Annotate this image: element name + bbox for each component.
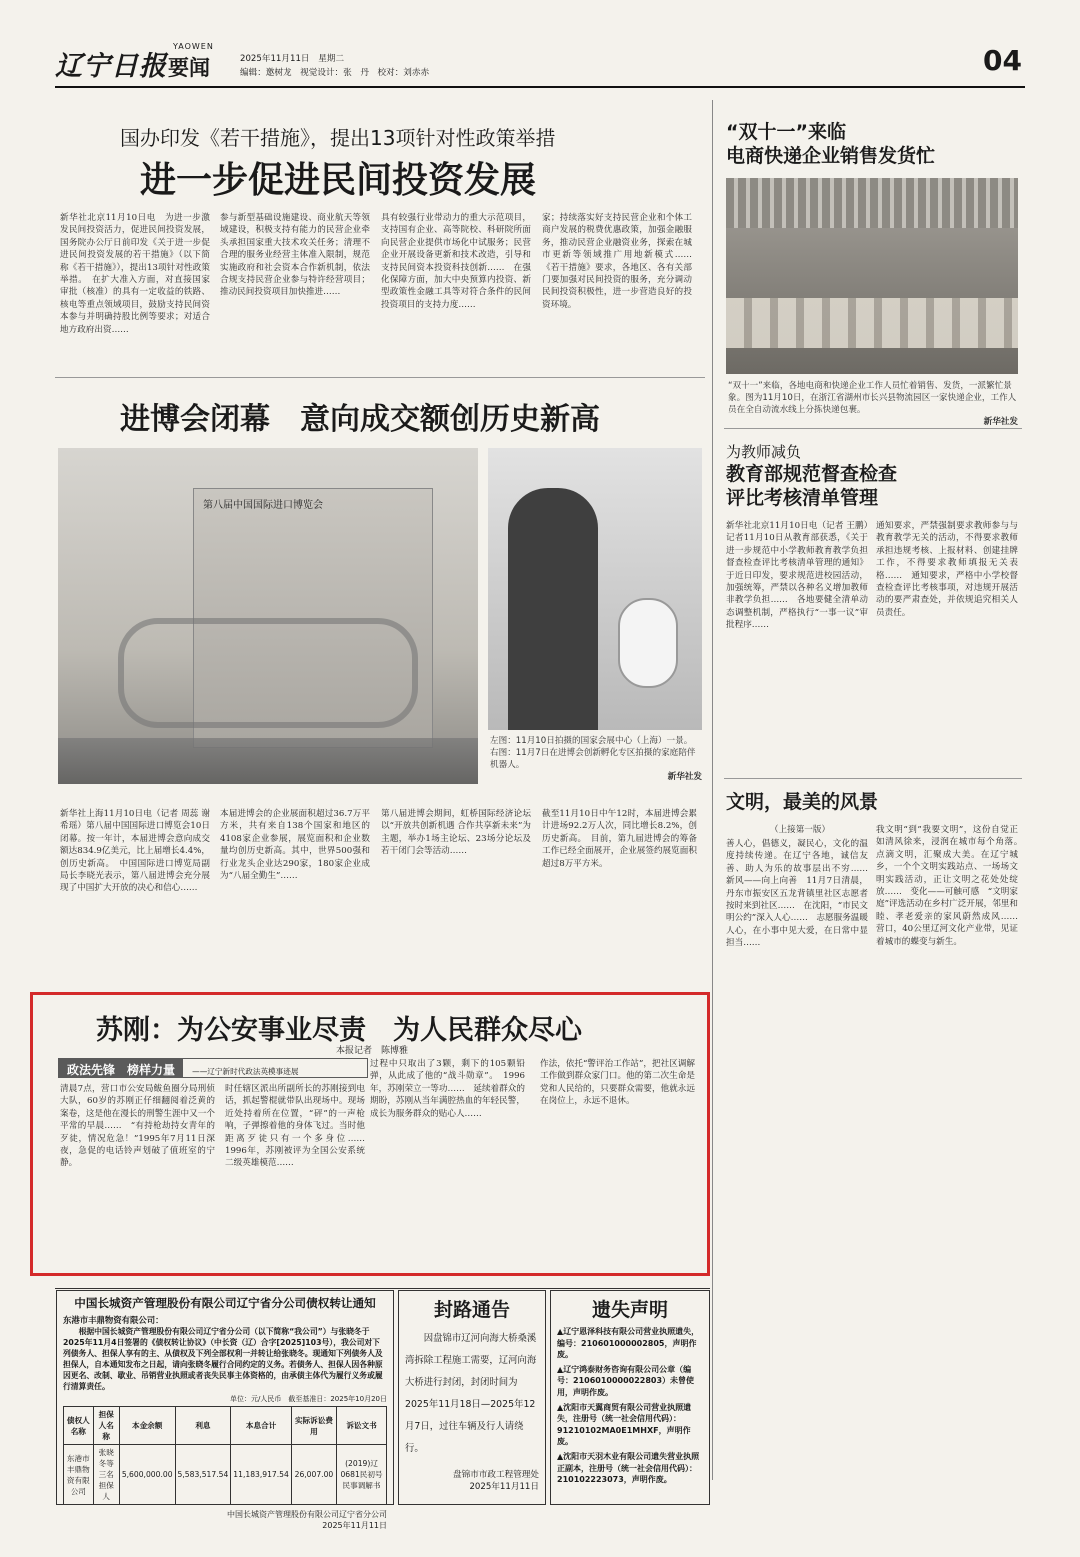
feature-headline: 苏刚：为公安事业尽责 为人民群众尽心 (96, 1015, 582, 1046)
ciie-photo-venue (58, 448, 478, 784)
debt-notice-title: 中国长城资产管理股份有限公司辽宁省分公司债权转让通知 (74, 1296, 376, 1310)
table-cell: 5,600,000.00 (119, 1445, 175, 1505)
feature-col-3: 过程中只取出了3颗，剩下的105颗铅弹，从此成了他的“战斗勋章”。 1996年，苏刚荣立一等功…… 延续着群众的期盼，苏刚从当年满腔热血的年轻民警，成长为服务群众的贴心人…… (370, 1059, 525, 1119)
road-notice-title: 封路通告 (433, 1299, 510, 1321)
civility-continued: （上接第一版） (769, 825, 831, 835)
column-tag-label: 政法先锋 榜样力量 (59, 1059, 183, 1077)
ciie-caption-right: 右图：11月7日在进博会创新孵化专区拍摄的家庭陪伴机器人。 (490, 748, 696, 770)
feature-col-1: 清晨7点，营口市公安局鲅鱼圈分局刑侦大队，60岁的苏刚正仔细翻阅着泛黄的案卷，这是他在漫长的刑警生涯中又一个平常的早晨…… “有持枪劫持女青年的歹徒，情况危急！”1995年7月11日深夜，急促的电话铃声划破了值班室的宁静。 (60, 1084, 215, 1169)
table-header-cell: 实际诉讼费用 (291, 1407, 336, 1445)
road-notice-signature: 盘锦市市政工程管理处 (453, 1470, 539, 1480)
table-header-cell: 利息 (175, 1407, 231, 1445)
warehouse-roof (726, 178, 1018, 228)
table-header-cell: 本金余额 (119, 1407, 175, 1445)
section-label: 要闻 (168, 56, 210, 80)
table-header-cell: 诉讼文书 (337, 1407, 387, 1445)
civility-col-1: 善人心，倡德义，凝民心，文化的温度持续传递。在辽宁各地，诚信友善、助人为乐的故事层出不穷…… 新风——向上向善 11月7日清晨，丹东市振安区五龙背镇里社区志愿者按时来到社区…… 在沈阳，“市民文明公约”深入人心…… 志愿服务温暖人心，在小事中见大爱，在日常中显担当…… (726, 839, 877, 949)
section-rule-1 (55, 377, 705, 378)
feature-column-tag (58, 1058, 368, 1078)
ciie-headline: 进博会闭幕 意向成交额创历史新高 (120, 402, 600, 437)
table-cell: (2019)辽0681民初号民事调解书 (337, 1445, 387, 1505)
road-notice-body: 因盘锦市辽河向海大桥桑溪湾拆除工程施工需要，辽河向海大桥进行封闭，封闭时间为2025年11月18日—2025年12月7日，过往车辆及行人请绕行。 (405, 1333, 537, 1454)
main-article-col-2: 参与新型基础设施建设、商业航天等领域建设，积极支持有能力的民营企业牵头承担国家重大技术攻关任务；清理不合理的服务业经营主体准入限制，规范实施政府和社会资本合作新机制，依法合规支持民营企业参与特许经营项目；推动民间投资项目加快推进…… (220, 213, 370, 298)
date-text: 2025年11月11日 (240, 54, 310, 64)
list-item: ▲辽宁鸿泰财务咨询有限公司公章（编号：2106010000022803）未曾使用，声明作废。 (557, 1364, 695, 1397)
civility-col-2: 我文明“到”我要文明”，这份自觉正如清风徐来，浸润在城市每个角落。 点滴文明，汇聚成大美。在辽宁城乡，一个个文明实践站点、一场场文明实践活动，正让文明之花处处绽放…… 变化——可触可感 “文明家庭”评选活动在乡村广泛开展，邻里和睦、孝老爱亲的家风蔚然成风…… 营口，40公里辽河文化产业带，见证着城市的蝶变与新生。 (876, 825, 1027, 947)
visitor-figure (508, 488, 598, 730)
section-label-en: YAOWEN (173, 42, 214, 51)
staff-credits: 编辑：邀树龙 视觉设计：张 丹 校对：刘赤赤 (240, 68, 430, 78)
express-caption (728, 380, 1018, 428)
ciie-col-3: 第八届进博会期间，虹桥国际经济论坛以“开放共创新机遇 合作共享新未来”为主题，举办1场主论坛、23场分论坛及若干闭门会等活动…… (381, 809, 531, 857)
debt-table (63, 1406, 387, 1505)
list-item: ▲辽宁恩泽科技有限公司营业执照遗失，编号：210601000002805，声明作废。 (557, 1327, 700, 1360)
right-rule-1 (724, 428, 1022, 429)
ciie-col-1: 新华社上海11月10日电（记者 周蕊 谢希瑶）第八届中国国际进口博览会10日闭幕。按一年计，本届进博会意向成交额达834.9亿美元，比上届增长4.4%，创历史新高。 中国国际进口博览局副局长李晓光表示，第八届进博会充分展现了中国扩大开放的决心和信心…… (60, 809, 210, 894)
masthead-rule (55, 86, 1025, 88)
teachers-kicker: 为教师减负 (726, 443, 802, 461)
main-headline: 进一步促进民间投资发展 (140, 160, 537, 201)
table-header-cell: 担保人名称 (93, 1407, 119, 1445)
table-row (64, 1445, 387, 1505)
debt-notice-body: 根据中国长城资产管理股份有限公司辽宁省分公司（以下简称“我公司”）与张晓冬于2025年11月4日签署的《债权转让协议》（中长资（辽）合字[2025]103号），我公司对下列债务人、担保人享有的主、从债权及下列全部权利一并转让给张晓冬。现通知下列债务人及担保人，自本通知发布之日起，请向张晓冬履行合同约定的义务。若债务人、担保人因各种原因更名、改制、歇业、吊销营业执照或者丧失民事主体资格的，由承债主体代为履行义务或履行清算责任。 (63, 1327, 383, 1391)
debt-notice-signature: 中国长城资产管理股份有限公司辽宁省分公司 (227, 1510, 387, 1519)
page-number: 04 (983, 44, 1022, 77)
loss-statement-notice (550, 1290, 710, 1505)
teachers-col-1: 新华社北京11月10日电（记者 王鹏）记者11月10日从教育部获悉，《关于进一步规范中小学教师教育教学负担督查检查评比考核清单管理的通知》于近日印发，要求规范进校园活动，加强统筹，严禁以各种名义增加教师非教学负担…… 各地要健全清单动态调整机制，严格执行“一事一议”审批程序…… (726, 521, 868, 631)
loss-notice-title: 遗失声明 (591, 1299, 668, 1321)
main-article-col-4: 家；持续落实好支持民营企业和个体工商户发展的税费优惠政策，加强金融服务，推动民营企业融资业务，探索在城市更新等领域推广用地新模式…… 《若干措施》要求，各地区、各有关部门要加强对民间投资的服务，充分调动民间投资积极性，进一步营造良好的投资环境。 (542, 213, 701, 310)
ciie-photo-robot (488, 448, 702, 730)
debt-notice-unit: 单位：元/人民币 截至基准日：2025年10月20日 (230, 1395, 387, 1403)
list-item: ▲沈阳市天翼商贸有限公司营业执照遗失，注册号（统一社会信用代码）：91210102MA0E1MHXF，声明作废。 (557, 1402, 692, 1447)
ciie-col-4: 截至11月10日中午12时，本届进博会累计进场92.2万人次，同比增长8.2%，创历史新高。 目前，第九届进博会的筹备工作已经全面展开，企业展签约展览面积超过8万平方米。 (542, 809, 697, 869)
ciie-caption (490, 735, 702, 783)
debt-notice-to: 东港市丰鼎物资有限公司： (63, 1315, 164, 1325)
ciie-col-2: 本届进博会的企业展面积超过36.7万平方米，共有来自138个国家和地区的4108家企业参展，展览面积和企业数量均创历史新高。其中，世界500强和行业龙头企业达290家，180家企业成为“八届全勤生”…… (220, 809, 370, 882)
table-header-cell: 本息合计 (231, 1407, 292, 1445)
express-caption-credit: 新华社发 (983, 417, 1018, 427)
express-headline: “双十一”来临 电商快递企业销售发货忙 (726, 121, 936, 167)
newspaper-logo: 辽宁日报 (55, 51, 167, 82)
ciie-caption-left: 左图：11月10日拍摄的国家会展中心（上海）一景。 (490, 736, 693, 746)
notices-top-rule (55, 1288, 710, 1289)
debt-table-header (64, 1407, 387, 1445)
express-photo (726, 178, 1018, 374)
debt-notice-date: 2025年11月11日 (322, 1521, 387, 1530)
main-kicker: 国办印发《若干措施》，提出13项针对性政策举措 (120, 126, 556, 150)
teachers-headline: 教育部规范督查检查 评比考核清单管理 (726, 463, 898, 509)
table-cell: 11,183,917.54 (231, 1445, 292, 1505)
road-closure-notice (398, 1290, 546, 1505)
feature-byline: 本报记者 陈博雅 (336, 1046, 409, 1056)
issue-date (240, 52, 344, 64)
debt-transfer-notice (56, 1290, 394, 1530)
main-article-col-1: 新华社北京11月10日电 为进一步激发民间投资活力，促进民间投资发展，国务院办公厅日前印发《关于进一步促进民间投资发展的若干措施》（以下简称《若干措施》），提出13项针对性政策举措。 在扩大准入方面，对直接国家审批（核准）的具有一定收益的铁路、核电等重点领域项目，鼓励支持民间资本参与并明确持股比例等要求；对适合地方政府出资…… (60, 213, 210, 335)
feature-col-2: 时任辖区派出所副所长的苏刚接到电话，抓起警棍就带队出现场中。现场近处持着所在位置，“砰”的一声枪响，子弹擦着他的身体飞过。当时他距离歹徒只有一个多身位…… 1996年，苏刚被评为全国公安系统二级英雄模范…… (225, 1084, 374, 1169)
table-cell: 张晓冬等三名担保人 (93, 1445, 119, 1505)
table-cell: 东港市丰鼎物资有限公司 (64, 1445, 94, 1505)
ciie-logo-shape (118, 618, 418, 728)
ciie-caption-credit: 新华社发 (667, 772, 702, 782)
right-rule-2 (724, 778, 1022, 779)
teachers-col-2: 通知要求，严禁强制要求教师参与与教育教学无关的活动，不得要求教师承担违规考核、上报材料、创建挂牌工作，不得要求教师填报无关表格…… 通知要求，严格中小学校督查检查评比考核事项，对违规开展活动的要严肃查处，并依规追究相关人员责任。 (876, 521, 1018, 618)
table-cell: 5,583,517.54 (175, 1445, 231, 1505)
list-item: ▲沈阳市天羽木业有限公司遗失营业执照正副本，注册号（统一社会信用代码）：210102223073，声明作废。 (557, 1451, 700, 1485)
masthead (55, 40, 1025, 85)
express-caption-text: “双十一”来临，各地电商和快递企业工作人员忙着销售、发货，一派繁忙景象。图为11月10日，在浙江省湖州市长兴县物流园区一家快递企业，工作人员在全自动流水线上分拣快递包裹。 (728, 381, 1017, 415)
column-tag-sub: ——辽宁新时代政法英模事迹展 (192, 1067, 299, 1076)
table-header-cell: 债权人名称 (64, 1407, 94, 1445)
venue-banner-text: 第八届中国国际进口博览会 (203, 500, 323, 511)
column-divider-main (712, 100, 713, 1480)
conveyor-line (726, 298, 1018, 348)
civility-headline: 文明，最美的风景 (726, 791, 879, 813)
feature-col-4: 作法，依托“警评治工作站”，把社区调解工作做到群众家门口。他的第二次生命是党和人民给的，只要群众需要，他就永远在岗位上，永远不退休。 (540, 1059, 695, 1107)
weekday-text: 星期二 (318, 54, 345, 64)
robot-figure (618, 598, 678, 688)
visitors-crowd (58, 738, 478, 784)
road-notice-date: 2025年11月11日 (469, 1482, 539, 1492)
main-article-col-3: 具有较强行业带动力的重大示范项目，支持国有企业、高等院校、科研院所面向民营企业提供市场化中试服务；民营企业开展设备更新和技术改造，引导和支持民间资本投资科技创新…… 在强化保障方面，加大中央预算内投资、新型政策性金融工具等对符合条件的民间投资项目的支持力度…… (381, 213, 531, 310)
table-cell: 26,007.00 (291, 1445, 336, 1505)
